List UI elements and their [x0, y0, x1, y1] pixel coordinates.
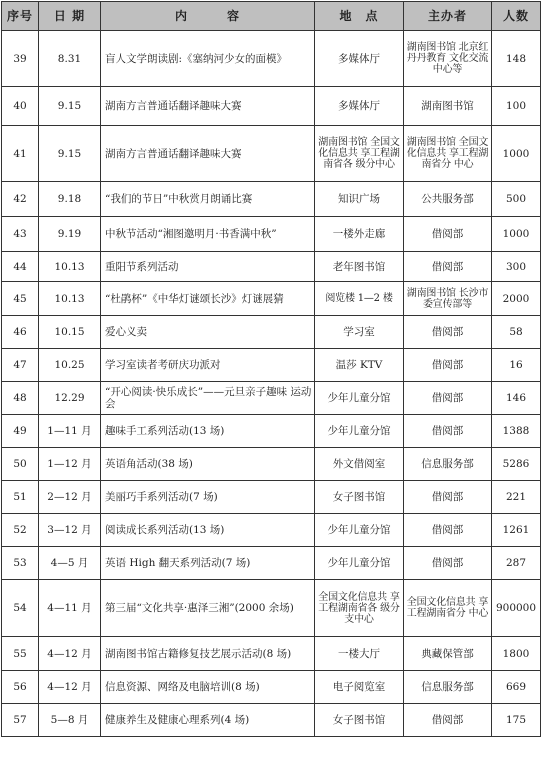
row-number: 53 — [2, 547, 39, 580]
row-content: 信息资源、网络及电脑培训(8 场) — [101, 671, 315, 704]
row-date: 2—12 月 — [39, 481, 101, 514]
row-content: 健康养生及健康心理系列(4 场) — [101, 704, 315, 737]
row-number: 49 — [2, 415, 39, 448]
row-organizer: 借阅部 — [404, 704, 492, 737]
row-count: 5286 — [492, 448, 541, 481]
row-number: 56 — [2, 671, 39, 704]
header-date: 日 期 — [39, 2, 101, 31]
row-number: 44 — [2, 252, 39, 282]
row-content: 学习室读者考研庆功派对 — [101, 349, 315, 382]
row-count: 2000 — [492, 282, 541, 316]
table-row — [2, 481, 541, 514]
row-number: 50 — [2, 448, 39, 481]
row-organizer: 信息服务部 — [404, 671, 492, 704]
row-place: 一楼大厅 — [315, 637, 404, 671]
row-number: 45 — [2, 282, 39, 316]
header-place: 地 点 — [315, 2, 404, 31]
row-organizer: 借阅部 — [404, 316, 492, 349]
row-date: 12.29 — [39, 382, 101, 415]
row-place: 少年儿童分馆 — [315, 547, 404, 580]
row-content: 中秋节活动“湘图邀明月·书香满中秋” — [101, 217, 315, 252]
row-date: 10.13 — [39, 282, 101, 316]
table-row — [2, 87, 541, 126]
row-date: 4—12 月 — [39, 637, 101, 671]
row-place: 老年图书馆 — [315, 252, 404, 282]
row-count: 58 — [492, 316, 541, 349]
row-organizer: 典藏保管部 — [404, 637, 492, 671]
row-place: 多媒体厅 — [315, 87, 404, 126]
table-row — [2, 316, 541, 349]
table-row — [2, 514, 541, 547]
row-place: 温莎 KTV — [315, 349, 404, 382]
table-row — [2, 349, 541, 382]
row-organizer: 公共服务部 — [404, 182, 492, 217]
row-content: 第三届“文化共享·惠泽三湘”(2000 余场) — [101, 580, 315, 637]
row-place: 女子图书馆 — [315, 704, 404, 737]
row-date: 3—12 月 — [39, 514, 101, 547]
row-date: 9.19 — [39, 217, 101, 252]
table-row — [2, 31, 541, 87]
row-place: 少年儿童分馆 — [315, 415, 404, 448]
row-content: 湖南方言普通话翻译趣味大赛 — [101, 87, 315, 126]
row-count: 1800 — [492, 637, 541, 671]
row-count: 287 — [492, 547, 541, 580]
row-number: 39 — [2, 31, 39, 87]
row-content: 湖南图书馆古籍修复技艺展示活动(8 场) — [101, 637, 315, 671]
row-date: 9.18 — [39, 182, 101, 217]
row-place: 阅览楼 1—2 楼 — [315, 282, 404, 316]
row-content: 重阳节系列活动 — [101, 252, 315, 282]
row-date: 8.31 — [39, 31, 101, 87]
row-number: 47 — [2, 349, 39, 382]
row-number: 51 — [2, 481, 39, 514]
row-organizer: 全国文化信息共 享工程湖南省分 中心 — [404, 580, 492, 637]
table-row — [2, 217, 541, 252]
row-date: 4—5 月 — [39, 547, 101, 580]
activities-table — [1, 1, 541, 737]
row-count: 148 — [492, 31, 541, 87]
row-place: 女子图书馆 — [315, 481, 404, 514]
row-organizer: 湖南图书馆 — [404, 87, 492, 126]
row-number: 55 — [2, 637, 39, 671]
table-row — [2, 126, 541, 182]
row-count: 1388 — [492, 415, 541, 448]
row-place: 湖南图书馆 全国文化信息共 享工程湖南省各 级分中心 — [315, 126, 404, 182]
table-body — [2, 31, 541, 737]
header-content: 内 容 — [101, 2, 315, 31]
row-count: 100 — [492, 87, 541, 126]
row-place: 多媒体厅 — [315, 31, 404, 87]
row-organizer: 湖南图书馆 全国文化信息共 享工程湖南省分 中心 — [404, 126, 492, 182]
row-content: 趣味手工系列活动(13 场) — [101, 415, 315, 448]
row-content: 爱心义卖 — [101, 316, 315, 349]
row-count: 900000 — [492, 580, 541, 637]
row-count: 500 — [492, 182, 541, 217]
row-date: 1—12 月 — [39, 448, 101, 481]
table-row — [2, 671, 541, 704]
row-count: 669 — [492, 671, 541, 704]
row-content: 美丽巧手系列活动(7 场) — [101, 481, 315, 514]
row-count: 175 — [492, 704, 541, 737]
row-number: 41 — [2, 126, 39, 182]
row-date: 9.15 — [39, 126, 101, 182]
row-content: 盲人文学朗读剧:《塞纳河少女的面模》 — [101, 31, 315, 87]
row-organizer: 借阅部 — [404, 514, 492, 547]
table-header — [2, 2, 541, 31]
row-organizer: 借阅部 — [404, 217, 492, 252]
table-row — [2, 547, 541, 580]
table-row — [2, 448, 541, 481]
row-content: “杜鹃杯”《中华灯谜颂长沙》灯谜展猜 — [101, 282, 315, 316]
row-place: 少年儿童分馆 — [315, 382, 404, 415]
table-row — [2, 282, 541, 316]
table-row — [2, 580, 541, 637]
row-date: 9.15 — [39, 87, 101, 126]
row-number: 40 — [2, 87, 39, 126]
row-place: 全国文化信息共 享工程湖南省各 级分支中心 — [315, 580, 404, 637]
row-organizer: 借阅部 — [404, 415, 492, 448]
table-row — [2, 382, 541, 415]
row-date: 10.25 — [39, 349, 101, 382]
header-count: 人数 — [492, 2, 541, 31]
row-organizer: 信息服务部 — [404, 448, 492, 481]
row-organizer: 湖南图书馆 长沙市委宣传部等 — [404, 282, 492, 316]
row-place: 外文借阅室 — [315, 448, 404, 481]
row-organizer: 借阅部 — [404, 481, 492, 514]
row-number: 48 — [2, 382, 39, 415]
row-content: “我们的节日”中秋赏月朗诵比赛 — [101, 182, 315, 217]
row-date: 4—11 月 — [39, 580, 101, 637]
row-content: 湖南方言普通话翻译趣味大赛 — [101, 126, 315, 182]
row-number: 54 — [2, 580, 39, 637]
header-row — [2, 2, 541, 31]
row-date: 10.15 — [39, 316, 101, 349]
header-organizer: 主办者 — [404, 2, 492, 31]
row-content: 英语 High 翻天系列活动(7 场) — [101, 547, 315, 580]
row-count: 300 — [492, 252, 541, 282]
row-place: 学习室 — [315, 316, 404, 349]
row-date: 5—8 月 — [39, 704, 101, 737]
row-organizer: 借阅部 — [404, 349, 492, 382]
row-organizer: 借阅部 — [404, 252, 492, 282]
row-number: 52 — [2, 514, 39, 547]
row-content: 阅读成长系列活动(13 场) — [101, 514, 315, 547]
table-row — [2, 415, 541, 448]
row-count: 1261 — [492, 514, 541, 547]
row-number: 57 — [2, 704, 39, 737]
row-count: 146 — [492, 382, 541, 415]
row-count: 1000 — [492, 217, 541, 252]
row-date: 10.13 — [39, 252, 101, 282]
row-number: 42 — [2, 182, 39, 217]
row-content: 英语角活动(38 场) — [101, 448, 315, 481]
row-organizer: 湖南图书馆 北京红丹丹教育 文化交流中心等 — [404, 31, 492, 87]
table-row — [2, 182, 541, 217]
row-date: 4—12 月 — [39, 671, 101, 704]
row-count: 221 — [492, 481, 541, 514]
row-number: 46 — [2, 316, 39, 349]
row-number: 43 — [2, 217, 39, 252]
row-count: 1000 — [492, 126, 541, 182]
header-no: 序号 — [2, 2, 39, 31]
row-organizer: 借阅部 — [404, 547, 492, 580]
row-place: 少年儿童分馆 — [315, 514, 404, 547]
row-date: 1—11 月 — [39, 415, 101, 448]
row-content: “开心阅读·快乐成长”——元旦亲子趣味 运动会 — [101, 382, 315, 415]
row-place: 知识广场 — [315, 182, 404, 217]
row-count: 16 — [492, 349, 541, 382]
table-row — [2, 637, 541, 671]
row-organizer: 借阅部 — [404, 382, 492, 415]
row-place: 一楼外走廊 — [315, 217, 404, 252]
table-row — [2, 704, 541, 737]
row-place: 电子阅览室 — [315, 671, 404, 704]
table-row — [2, 252, 541, 282]
